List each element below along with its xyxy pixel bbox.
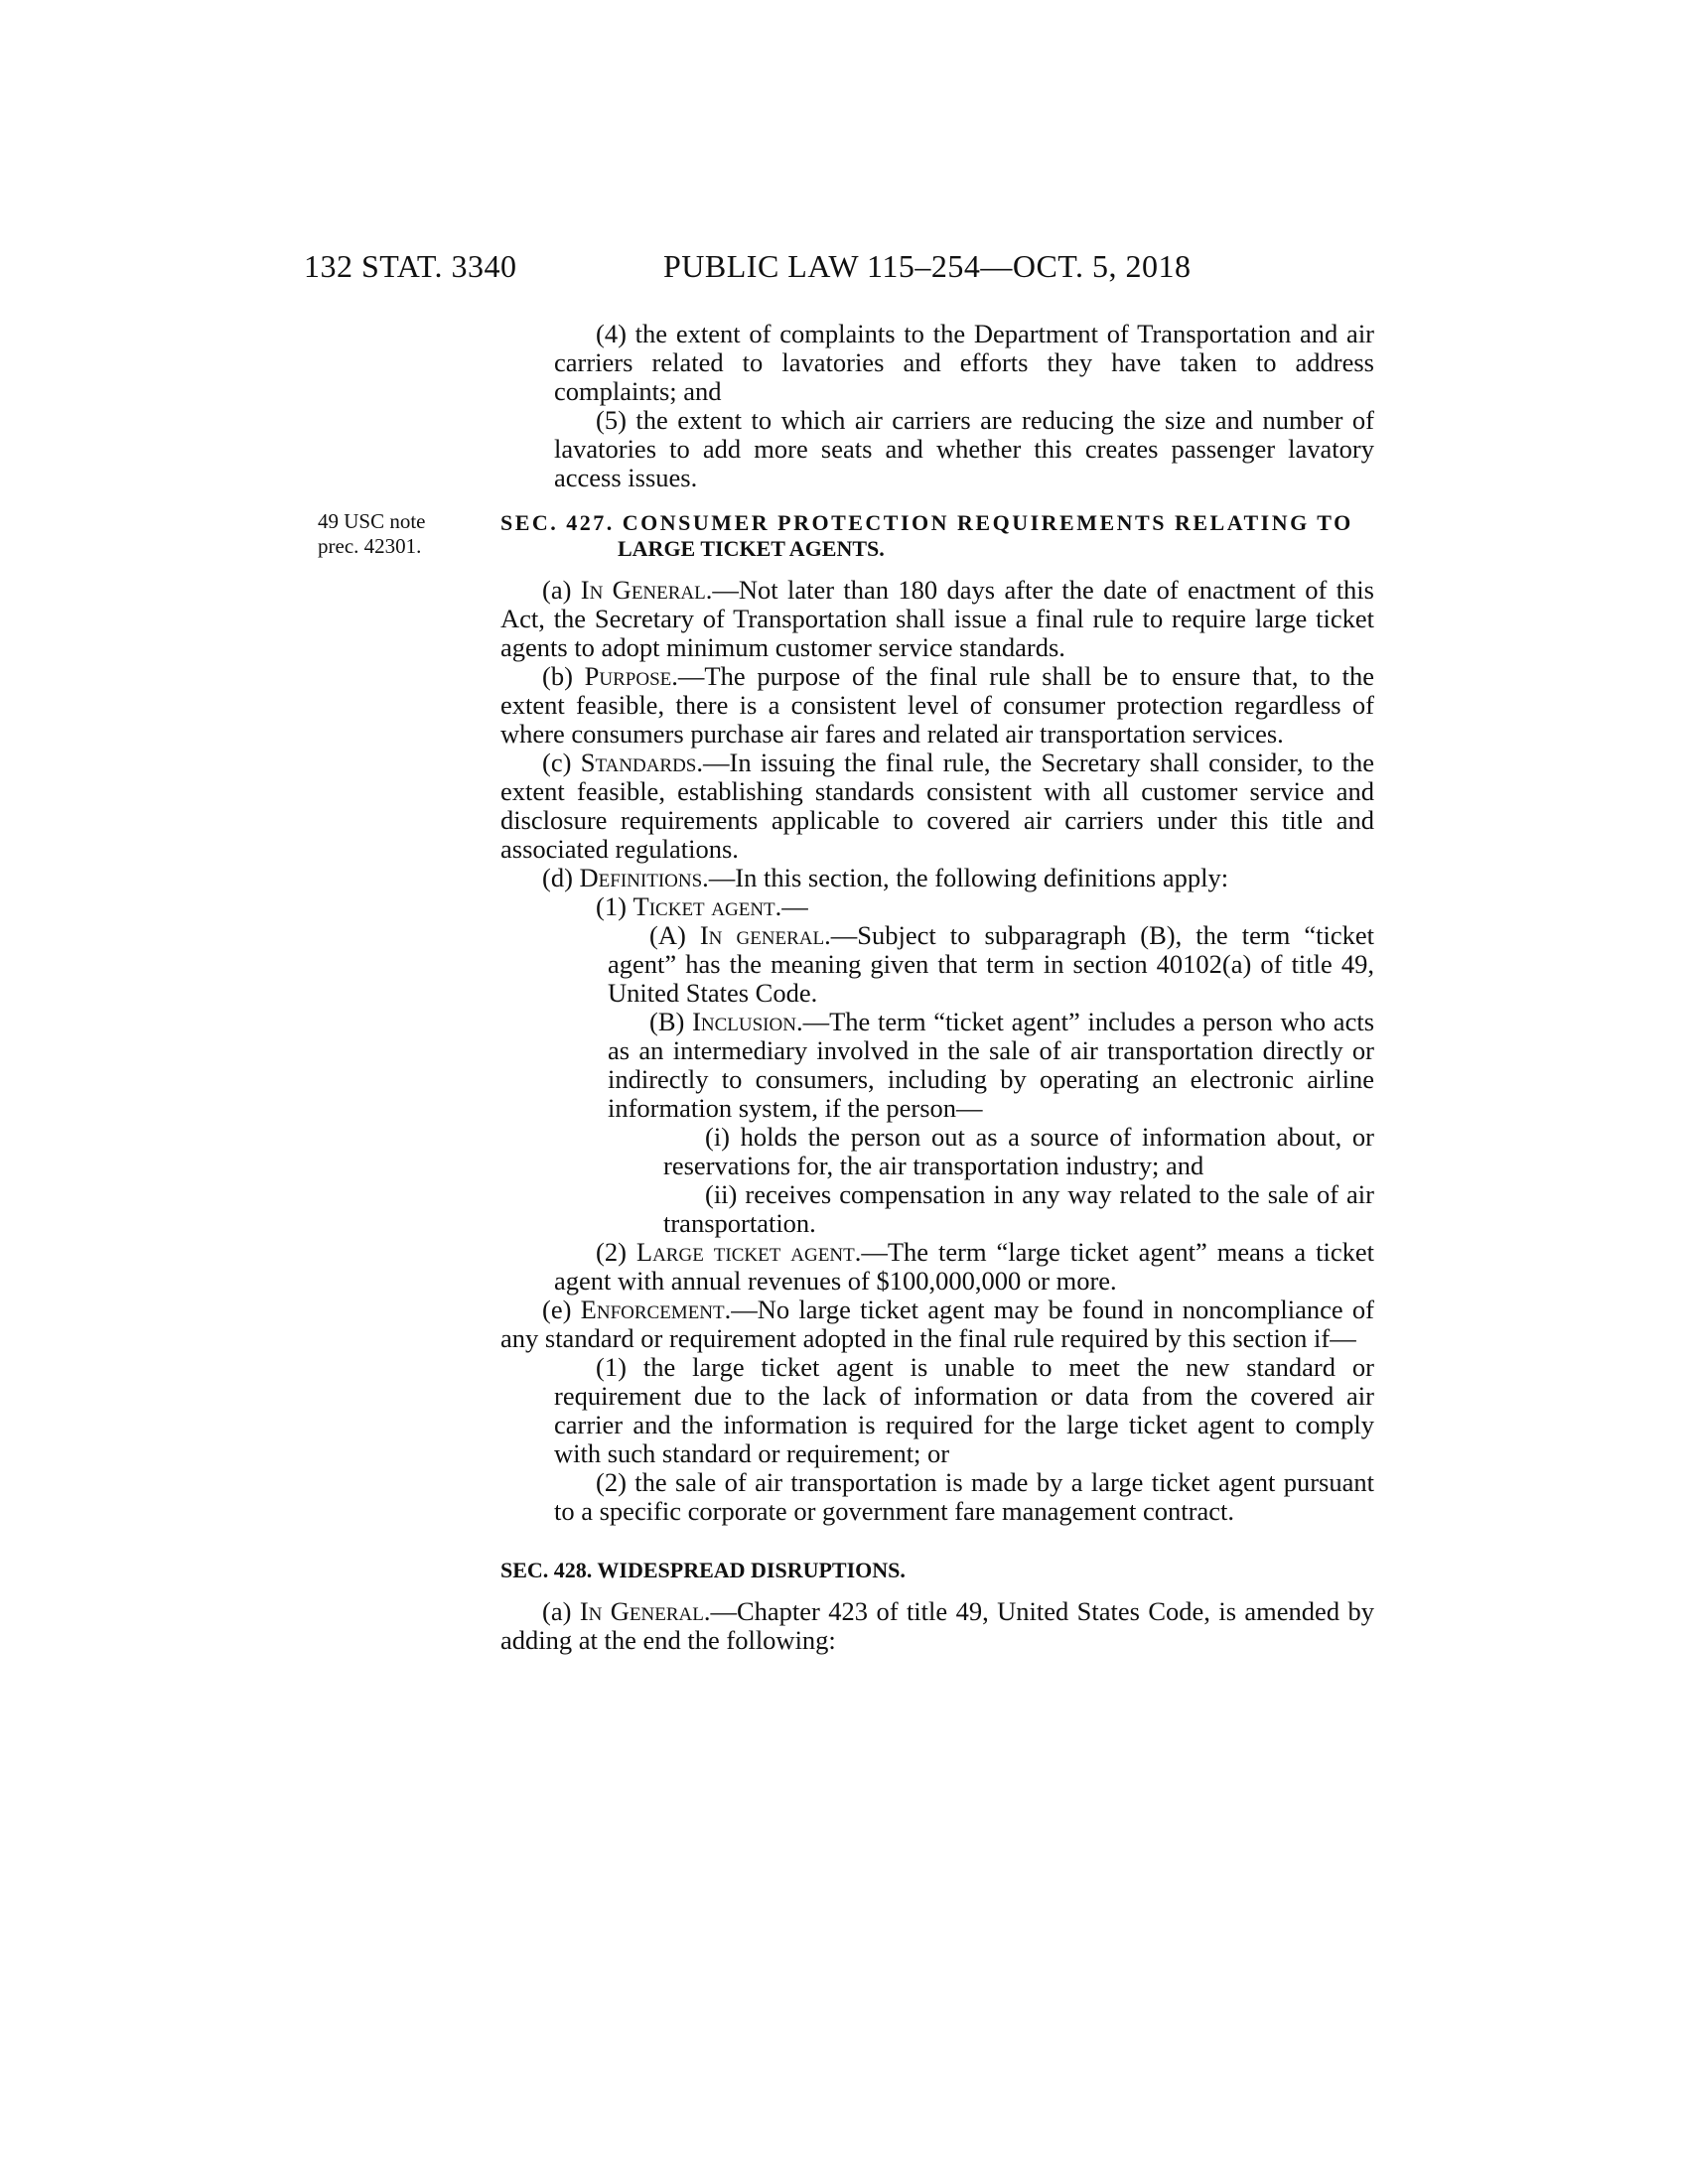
paragraph-d1 bbox=[554, 892, 1374, 921]
subparagraph-label: (A) bbox=[649, 920, 700, 950]
paragraph-caption: Large ticket agent bbox=[635, 1237, 855, 1267]
subparagraph-text: .—The term “ticket agent” includes a person who acts as an intermediary involved in the sale of air transportation directly or indirectly to consumers, including by operating an electronic airline information system, if the person— bbox=[608, 1007, 1375, 1123]
carryover-item-4: (4) the extent of complaints to the Department of Transportation and air carriers related to lavatories and efforts they have taken to address complaints; and bbox=[554, 319, 1374, 406]
subsection-label: (d) bbox=[542, 863, 580, 892]
law-title: PUBLIC LAW 115–254—OCT. 5, 2018 bbox=[663, 248, 1192, 284]
subsection-label: (a) bbox=[542, 1596, 580, 1626]
margin-note-line2: prec. 42301. bbox=[318, 534, 422, 558]
section-427-subsection-e bbox=[500, 1296, 1374, 1353]
subsection-text: .—The purpose of the final rule shall be to ensure that, to the extent feasible, there is a consistent level of consumer protection regardless of where consumers purchase air fares and related air transportation services. bbox=[500, 661, 1374, 749]
subsection-caption: In General bbox=[579, 1596, 704, 1626]
subsection-label: (c) bbox=[542, 748, 581, 777]
paragraph-label: (2) bbox=[596, 1237, 636, 1267]
subsection-caption: Definitions bbox=[579, 863, 703, 892]
paragraph-text: .— bbox=[774, 891, 808, 921]
subsection-label: (b) bbox=[542, 661, 585, 691]
subsection-text: .—In issuing the final rule, the Secretary shall consider, to the extent feasible, establishing standards consistent with all customer service and disclosure requirements applicable to covered air carriers under this title and associated regulations. bbox=[500, 748, 1375, 864]
section-428-heading: SEC. 428. WIDESPREAD DISRUPTIONS. bbox=[500, 1558, 906, 1582]
subsection-caption: Enforcement bbox=[580, 1295, 725, 1324]
subsection-caption: In General bbox=[580, 575, 706, 605]
subparagraph-d1B bbox=[608, 1008, 1374, 1123]
statute-citation: 132 STAT. 3340 bbox=[304, 248, 517, 284]
subparagraph-caption: In general bbox=[699, 920, 825, 950]
subsection-text: .—In this section, the following definitions apply: bbox=[702, 863, 1229, 892]
subsection-text: .—No large ticket agent may be found in noncompliance of any standard or requirement adopted in the final rule required by this section if— bbox=[500, 1295, 1374, 1353]
paragraph-e2: (2) the sale of air transportation is made by a large ticket agent pursuant to a specific corporate or government fare management contract. bbox=[554, 1467, 1374, 1526]
section-428-subsection-a bbox=[500, 1597, 1374, 1655]
section-427-heading-line1: SEC. 427. CONSUMER PROTECTION REQUIREMENTS RELATING TO bbox=[500, 510, 1353, 535]
section-427-subsection-b bbox=[500, 662, 1374, 749]
subparagraph-text: .—Subject to subparagraph (B), the term “ticket agent” has the meaning given that term in section 40102(a) of title 49, United States Code. bbox=[608, 920, 1374, 1008]
paragraph-e1: (1) the large ticket agent is unable to meet the new standard or requirement due to the lack of information or data from the covered air carrier and the information is required for the large ticket agent to comply with such standard or requirement; or bbox=[554, 1352, 1374, 1468]
section-427-heading bbox=[500, 510, 1374, 562]
paragraph-d2 bbox=[554, 1238, 1374, 1296]
subparagraph-caption: Inclusion bbox=[692, 1007, 796, 1036]
paragraph-text: .—The term “large ticket agent” means a ticket agent with annual revenues of $100,000,000 or more. bbox=[554, 1237, 1375, 1296]
section-427-heading-line2: LARGE TICKET AGENTS. bbox=[618, 536, 885, 561]
paragraph-label: (1) bbox=[596, 891, 633, 921]
subparagraph-label: (B) bbox=[649, 1007, 693, 1036]
margin-note-line1: 49 USC note bbox=[318, 509, 426, 533]
subsection-label: (e) bbox=[542, 1295, 581, 1324]
subsection-text: .—Not later than 180 days after the date of enactment of this Act, the Secretary of Transportation shall issue a final rule to require large ticket agents to adopt minimum customer service standards. bbox=[500, 575, 1374, 662]
paragraph-caption: Ticket agent bbox=[633, 891, 775, 921]
clause-d1Bii: (ii) receives compensation in any way related to the sale of air transportation. bbox=[663, 1179, 1374, 1238]
subsection-label: (a) bbox=[542, 575, 581, 605]
section-427-subsection-a bbox=[500, 576, 1374, 662]
running-header bbox=[0, 248, 1688, 288]
carryover-item-5: (5) the extent to which air carriers are reducing the size and number of lavatories to add more seats and whether this creates passenger lavatory access issues. bbox=[554, 405, 1374, 492]
margin-note bbox=[318, 509, 467, 559]
clause-d1Bi: (i) holds the person out as a source of information about, or reservations for, the air transportation industry; and bbox=[663, 1122, 1374, 1180]
subsection-text: .—Chapter 423 of title 49, United States Code, is amended by adding at the end the following: bbox=[500, 1596, 1374, 1655]
subparagraph-d1A bbox=[608, 921, 1374, 1008]
section-427-subsection-d bbox=[500, 864, 1374, 892]
subsection-caption: Purpose bbox=[584, 661, 672, 691]
subsection-caption: Standards bbox=[580, 748, 697, 777]
document-body bbox=[500, 320, 1374, 1655]
section-427-subsection-c bbox=[500, 749, 1374, 864]
